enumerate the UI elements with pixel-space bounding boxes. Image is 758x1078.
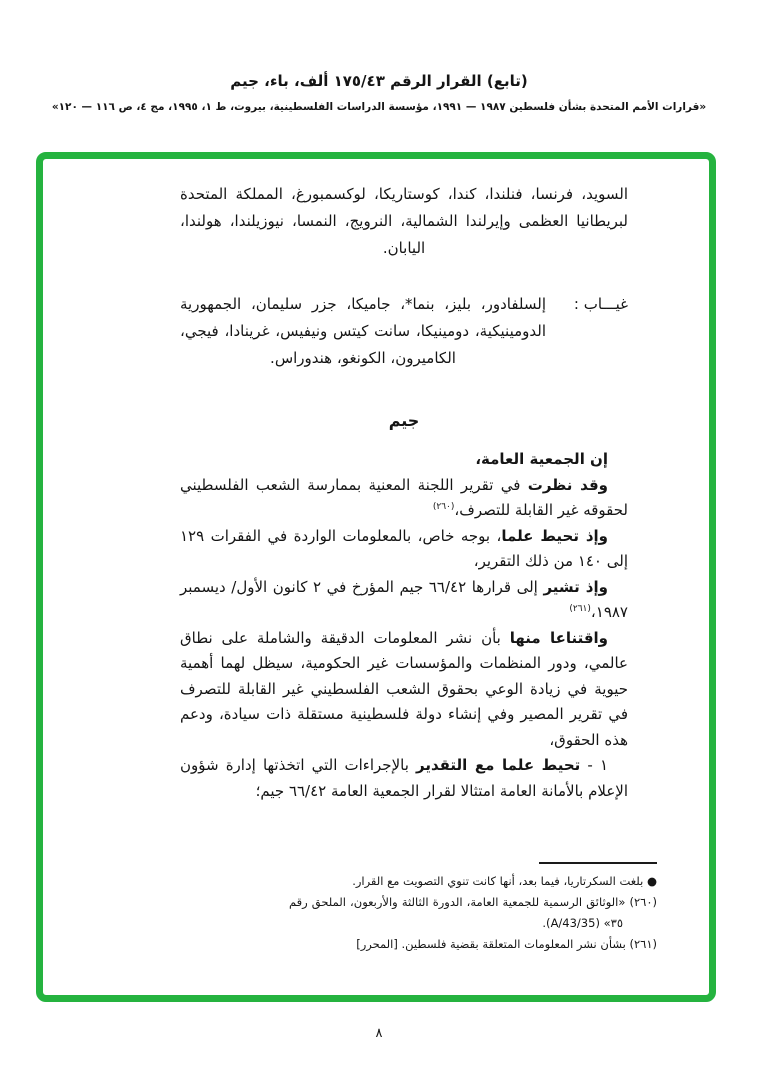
footnote-marker: (٢٦٠) <box>629 895 657 909</box>
paragraph-opening <box>180 447 628 473</box>
footnote-261 <box>289 934 657 955</box>
footnote-marker: (٢٦١) <box>629 937 657 951</box>
footnote-star <box>289 871 657 892</box>
footnote-text: بشأن نشر المعلومات المتعلقة بقضية فلسطين. [المحرر] <box>356 937 630 951</box>
paragraph-text: ، بوجه خاص، بالمعلومات الواردة في الفقرات ١٢٩ إلى ١٤٠ من ذلك التقرير، <box>180 526 628 570</box>
paragraph-text: بالإجراءات التي اتخذتها إدارة شؤون الإعلام بالأمانة العامة امتثالا لقرار الجمعية العامة ٦٦/٤٢ جيم؛ <box>180 756 628 800</box>
page-number: ٨ <box>375 1026 383 1041</box>
highlight-frame <box>36 152 716 1002</box>
document-title: (تابع) القرار الرقم ١٧٥/٤٣ ألف، باء، جيم <box>230 72 528 90</box>
paragraph-operative-1 <box>180 753 628 804</box>
lead-phrase: تحيط علما مع التقدير <box>416 756 581 774</box>
absent-votes-block <box>180 291 628 372</box>
absent-countries-list: إلسلفادور، بليز، بنما*، جاميكا، جزر سليمان، الجمهورية الدومينيكية، دومينيكا، سانت كيتس ونيفيس، غرينادا، فيجي، الكاميرون، الكونغو، هندوراس. <box>180 295 546 367</box>
footnote-260 <box>289 892 657 934</box>
resolution-body <box>180 447 628 804</box>
paragraph-taking-note <box>180 524 628 575</box>
lead-phrase: وإذ تحيط علما <box>501 526 609 545</box>
paragraph-convinced <box>180 626 628 754</box>
lead-phrase: واقتناعا منها <box>509 628 609 647</box>
page-header <box>0 72 758 113</box>
absent-label: غيـــاب : <box>573 295 628 313</box>
footnotes-block <box>289 862 657 955</box>
lead-phrase: وإذ تشير <box>543 577 608 596</box>
paragraph-considered <box>180 473 628 524</box>
paragraph-text: بأن نشر المعلومات الدقيقة والشاملة على نطاق عالمي، ودور المنظمات والمؤسسات غير الحكومية، سيظل لهما أهمية حيوية في زيادة الوعي بحقوق الشعب الفلسطيني غير القابلة للتصرف في تقرير المصير وفي إنشاء دولة فلسطينية مستقلة ذات سيادة، ودعم هذه الحقوق، <box>180 628 628 749</box>
paragraph-text: في تقرير اللجنة المعنية بممارسة الشعب الفلسطيني لحقوقه غير القابلة للتصرف، <box>180 475 628 519</box>
footnote-ref-261: (٢٦١) <box>569 604 591 614</box>
footnote-ref-260: (٢٦٠) <box>432 502 455 512</box>
paragraph-text: إلى قرارها ٦٦/٤٢ جيم المؤرخ في ٢ كانون الأول/ ديسمبر ١٩٨٧، <box>180 577 628 621</box>
document-source-citation: «قرارات الأمم المتحدة بشأن فلسطين ١٩٨٧ — ١٩٩١، مؤسسة الدراسات الفلسطينية، بيروت، ط ١، ١٩٩٥، مج ٤، ص ١١٦ — ١٢٠» <box>51 101 707 113</box>
in-favor-countries-continuation: السويد، فرنسا، فنلندا، كندا، كوستاريكا، لوكسمبورغ، المملكة المتحدة لبريطانيا العظمى وإيرلندا الشمالية، النرويج، النمسا، نيوزيلندا، هولندا، اليابان. <box>180 185 628 257</box>
footnote-text: «الوثائق الرسمية للجمعية العامة، الدورة الثالثة والأربعون، الملحق رقم ٣٥» (A/43/35). <box>289 895 630 930</box>
footnote-bullet-marker: ● <box>646 874 657 888</box>
paragraph-number: ١ - <box>580 756 609 774</box>
paragraph-recalling <box>180 575 628 626</box>
opening-phrase: إن الجمعية العامة، <box>475 450 608 468</box>
footnote-separator-rule <box>539 862 657 864</box>
section-heading: جيم <box>388 411 420 430</box>
footnote-text: بلغت السكرتاريا، فيما بعد، أنها كانت تنوي التصويت مع القرار. <box>352 874 647 888</box>
lead-phrase: وقد نظرت <box>527 475 608 494</box>
